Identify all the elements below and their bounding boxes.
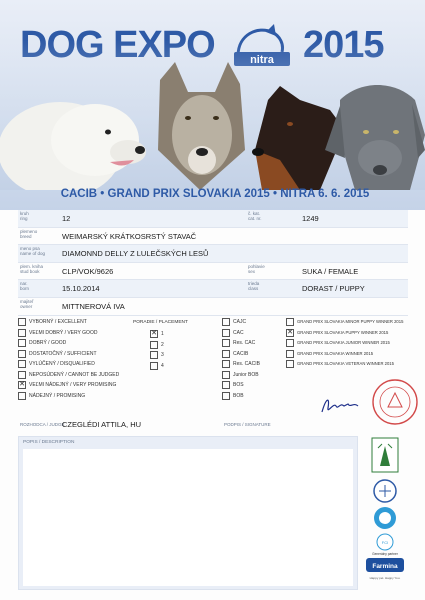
checkbox[interactable] bbox=[286, 318, 294, 326]
title-item[interactable]: BOB bbox=[222, 392, 260, 403]
checkbox[interactable] bbox=[18, 392, 26, 400]
grand-prix-item[interactable]: GRAND PRIX SLOVAKIA JUNIOR WINNER 2015 bbox=[286, 339, 403, 350]
checkbox[interactable] bbox=[18, 339, 26, 347]
grades-list bbox=[18, 318, 119, 402]
svg-text:FCI: FCI bbox=[381, 540, 389, 545]
breed-row bbox=[18, 228, 408, 246]
checkbox[interactable] bbox=[150, 351, 158, 359]
judge-row bbox=[18, 418, 408, 432]
born-label: nar. born bbox=[20, 281, 30, 292]
title-item[interactable]: Junior BOB bbox=[222, 371, 260, 382]
checkbox[interactable] bbox=[222, 381, 230, 389]
checkbox[interactable] bbox=[222, 350, 230, 358]
grade-item[interactable]: DOSTATOČNÝ / SUFFICIENT bbox=[18, 350, 119, 361]
title-item[interactable]: Res. CACIB bbox=[222, 360, 260, 371]
checkbox[interactable]: ✕ bbox=[287, 328, 293, 336]
title-item[interactable]: CACIB bbox=[222, 350, 260, 361]
studbook-value: CLP/VOK/9626 bbox=[62, 266, 114, 276]
title-item[interactable]: BOS bbox=[222, 381, 260, 392]
grand-prix-item[interactable]: GRAND PRIX SLOVAKIA VETERAN WINNER 2015 bbox=[286, 360, 403, 371]
dogs-photo bbox=[0, 40, 425, 190]
judge-label: ROZHODCA / JUDGE bbox=[20, 422, 65, 427]
checkbox[interactable]: ✕ bbox=[151, 330, 157, 337]
owner-row bbox=[18, 298, 408, 316]
judge-value: CZEGLÉDI ATTILA, HU bbox=[62, 420, 142, 429]
event-subtitle: CACIB • GRAND PRIX SLOVAKIA 2015 • NITRA 6. 6. 2015 bbox=[60, 188, 370, 200]
grade-item[interactable]: NEPOSÚDENÝ / CANNOT BE JUDGED bbox=[18, 371, 119, 382]
checkbox[interactable] bbox=[150, 362, 158, 370]
placement-header: PORADIE / PLACEMENT bbox=[133, 320, 188, 325]
grade-item[interactable]: DOBRÝ / GOOD bbox=[18, 339, 119, 350]
grade-item[interactable]: NÁDEJNÝ / PROMISING bbox=[18, 392, 119, 403]
grand-prix-item[interactable]: GRAND PRIX SLOVAKIA MINOR PUPPY WINNER 2015 bbox=[286, 318, 403, 329]
sponsors-column bbox=[362, 436, 408, 588]
description-label: POPIS / DESCRIPTION bbox=[23, 440, 75, 445]
checkbox[interactable] bbox=[18, 360, 26, 368]
owner-value: MITTNEROVÁ IVA bbox=[62, 301, 125, 311]
ring-label: kruh ring bbox=[20, 211, 29, 221]
breed-label: plemeno breed bbox=[20, 228, 38, 239]
grand-prix-item[interactable]: ✕ GRAND PRIX SLOVAKIA PUPPY WINNER 2015 bbox=[287, 328, 389, 336]
checkbox[interactable] bbox=[18, 350, 26, 358]
judge-signature bbox=[318, 394, 362, 416]
placement-item[interactable]: 2 bbox=[150, 341, 164, 352]
title-item[interactable]: CAC bbox=[222, 329, 260, 340]
checkbox[interactable] bbox=[150, 341, 158, 349]
placement-item[interactable]: ✕ 1 bbox=[151, 330, 164, 337]
ring-value: 12 bbox=[62, 214, 71, 223]
dog-info-form bbox=[18, 210, 408, 316]
farmina-tagline: Happy pet. Happy You. bbox=[369, 576, 401, 580]
grade-item[interactable]: VEĽMI DOBRÝ / VERY GOOD bbox=[18, 329, 119, 340]
checkbox[interactable] bbox=[286, 350, 294, 358]
checkbox[interactable] bbox=[222, 392, 230, 400]
checkbox[interactable] bbox=[286, 360, 294, 368]
grand-prix-item[interactable]: GRAND PRIX SLOVAKIA WINNER 2015 bbox=[286, 350, 403, 361]
sponsor-logos bbox=[362, 436, 408, 588]
header-banner bbox=[0, 0, 425, 210]
checkbox[interactable] bbox=[222, 329, 230, 337]
born-row bbox=[18, 280, 408, 298]
grade-item[interactable]: ✕ VEĽMI NÁDEJNÝ / VERY PROMISING bbox=[19, 381, 117, 388]
name-value: DIAMONND DELLY Z LULEČSKÝCH LESŮ bbox=[62, 249, 209, 259]
description-box bbox=[18, 436, 358, 590]
name-row bbox=[18, 245, 408, 263]
checkbox[interactable] bbox=[18, 371, 26, 379]
catalog-label: č. kat. cat. nr. bbox=[248, 211, 262, 221]
checkbox[interactable] bbox=[18, 318, 26, 326]
class-value: DORAST / PUPPY bbox=[302, 284, 365, 294]
owner-label: majiteľ owner bbox=[20, 298, 34, 309]
checkbox[interactable] bbox=[222, 339, 230, 347]
name-label: meno psa name of dog bbox=[20, 246, 46, 257]
titles-list bbox=[222, 318, 260, 402]
sex-label: pohlavie sex bbox=[248, 263, 265, 274]
checkbox[interactable]: ✕ bbox=[19, 381, 25, 388]
checkbox[interactable] bbox=[222, 371, 230, 379]
checkbox[interactable] bbox=[222, 318, 230, 326]
checkbox[interactable] bbox=[18, 329, 26, 337]
ring-row bbox=[18, 210, 408, 228]
placement-item[interactable]: 3 bbox=[150, 351, 164, 362]
breed-value: WEIMARSKÝ KRÁTKOSRSTÝ STAVAČ bbox=[62, 231, 197, 241]
grade-item[interactable]: VYLÚČENÝ / DISQUALIFIED bbox=[18, 360, 119, 371]
studbook-row bbox=[18, 263, 408, 281]
title-item[interactable]: CAJC bbox=[222, 318, 260, 329]
farmina-brand: Farmina bbox=[372, 563, 398, 570]
studbook-label: plem. kniha stud book bbox=[20, 263, 44, 274]
placement-item[interactable]: 4 bbox=[150, 362, 164, 373]
class-label: trieda class bbox=[248, 281, 260, 292]
placement-list bbox=[150, 330, 164, 372]
checkbox[interactable] bbox=[222, 360, 230, 368]
born-value: 15.10.2014 bbox=[62, 284, 100, 294]
signature-label: PODPIS / SIGNATURE bbox=[224, 422, 271, 427]
grand-prix-list bbox=[286, 318, 403, 371]
description-field[interactable] bbox=[23, 449, 353, 586]
title-item[interactable]: Res. CAC bbox=[222, 339, 260, 350]
grade-item[interactable]: VYBORNÝ / EXCELLENT bbox=[18, 318, 119, 329]
checkbox[interactable] bbox=[286, 339, 294, 347]
catalog-value: 1249 bbox=[302, 214, 319, 223]
partner-label: Generálny partner bbox=[372, 552, 398, 556]
sex-value: SUKA / FEMALE bbox=[302, 266, 359, 276]
